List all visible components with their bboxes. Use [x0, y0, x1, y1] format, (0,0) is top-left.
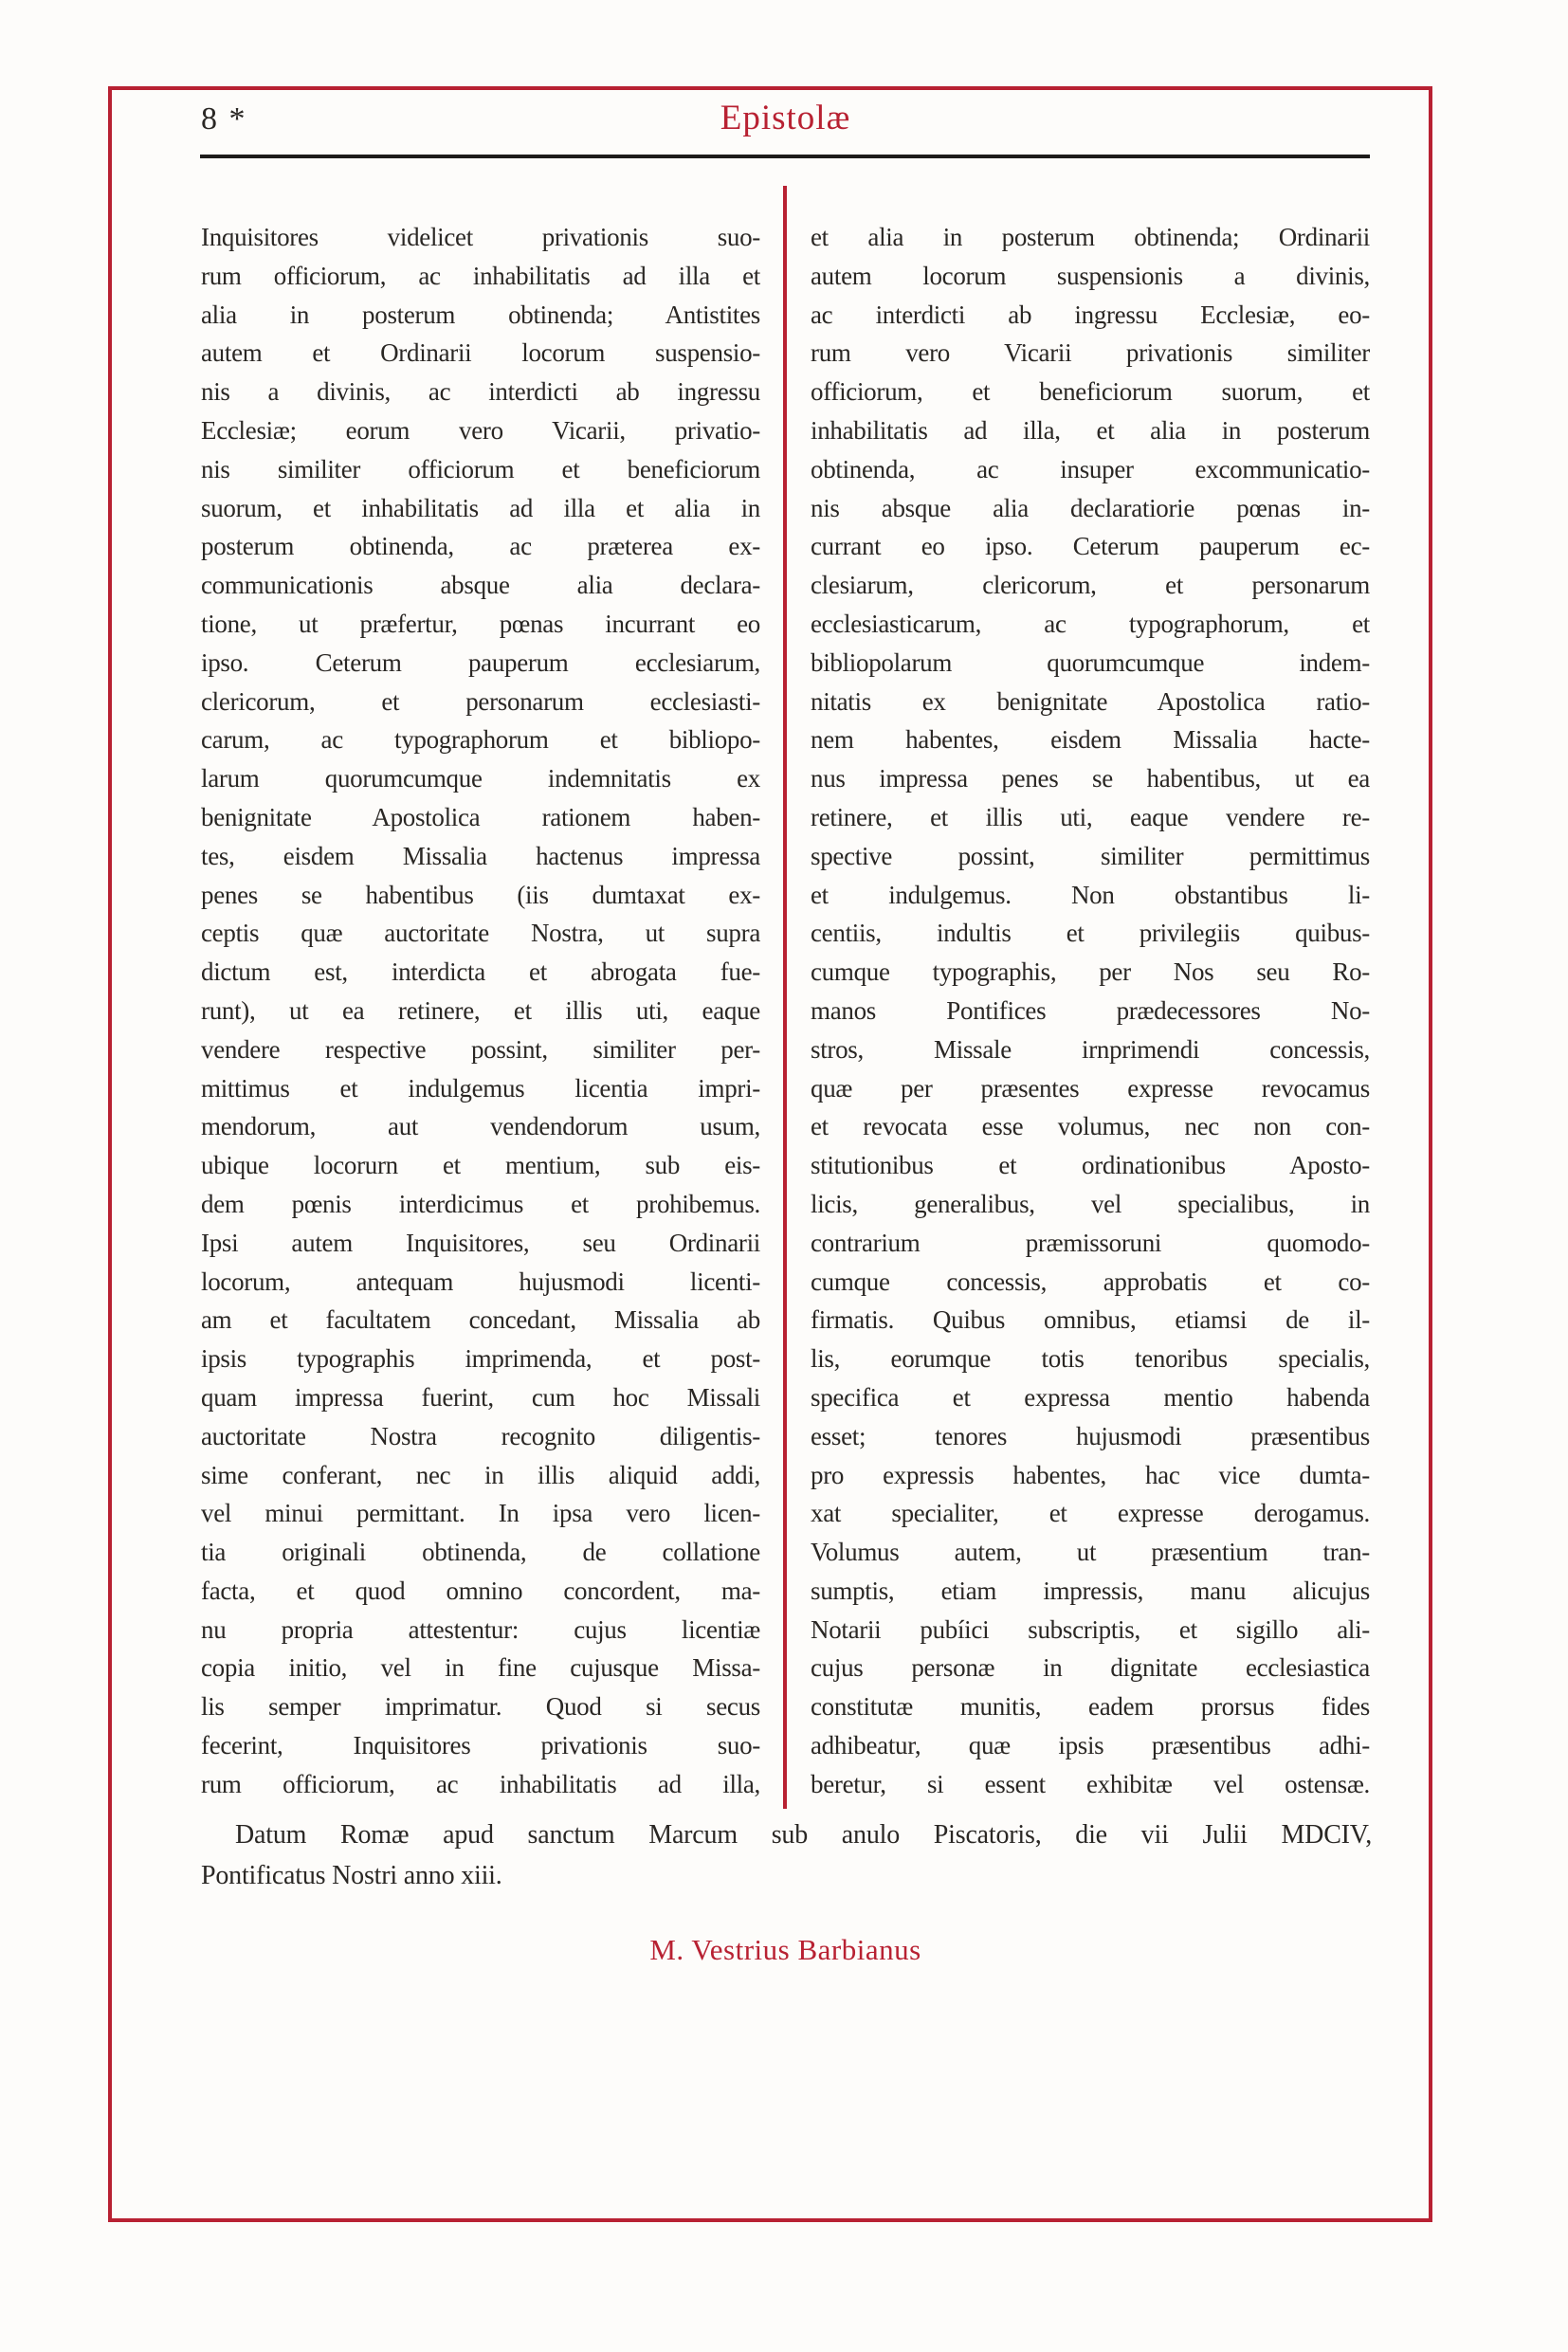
- datum-paragraph: [201, 1814, 1372, 1896]
- text-line: sumptis, etiam impressis, manu alicujus: [811, 1576, 1370, 1605]
- text-line: nu propria attestentur: cujus licentiæ: [201, 1614, 760, 1644]
- text-line: rum officiorum, ac inhabilitatis ad illa,: [201, 1769, 760, 1798]
- text-line: posterum obtinenda, ac præterea ex-: [201, 532, 760, 561]
- text-line: officiorum, et beneficiorum suorum, et: [811, 377, 1370, 407]
- text-line: stros, Missale irnprimendi concessis,: [811, 1034, 1370, 1064]
- left-column: [201, 218, 760, 1804]
- text-line: ipso. Ceterum pauperum ecclesiarum,: [201, 647, 760, 677]
- text-line: ubique locorurn et mentium, sub eis-: [201, 1151, 760, 1180]
- text-line: am et facultatem concedant, Missalia ab: [201, 1305, 760, 1335]
- running-header-title: Epistolæ: [720, 99, 851, 137]
- text-line: dem pœnis interdicimus et prohibemus.: [201, 1189, 760, 1218]
- text-line: Volumus autem, ut præsentium tran-: [811, 1538, 1370, 1567]
- text-line: firmatis. Quibus omnibus, etiamsi de il-: [811, 1305, 1370, 1335]
- text-line: stitutionibus et ordinationibus Aposto-: [811, 1151, 1370, 1180]
- text-line: Ecclesiæ; eorum vero Vicarii, privatio-: [201, 415, 760, 445]
- text-line: spective possint, similiter permittimus: [811, 841, 1370, 870]
- text-line: centiis, indultis et privilegiis quibus-: [811, 919, 1370, 948]
- text-line: carum, ac typographorum et bibliopo-: [201, 725, 760, 755]
- text-line: quam impressa fuerint, cum hoc Missali: [201, 1382, 760, 1412]
- text-line: esset; tenores hujusmodi præsentibus: [811, 1421, 1370, 1450]
- text-line: nis a divinis, ac interdicti ab ingressu: [201, 377, 760, 407]
- text-line: suorum, et inhabilitatis ad illa et alia in: [201, 493, 760, 522]
- text-line: obtinenda, ac insuper excommunicatio-: [811, 454, 1370, 483]
- datum-line: Datum Romæ apud sanctum Marcum sub anulo Piscatoris, die vii Julii MDCIV,: [235, 1820, 1372, 1850]
- right-column: [811, 218, 1370, 1804]
- text-line: contrarium præmissoruni quomodo-: [811, 1228, 1370, 1257]
- text-line: communicationis absque alia declara-: [201, 571, 760, 600]
- text-line: vendere respective possint, similiter per-: [201, 1034, 760, 1064]
- text-line: licis, generalibus, vel specialibus, in: [811, 1189, 1370, 1218]
- text-line: lis, eorumque totis tenoribus specialis,: [811, 1344, 1370, 1374]
- text-line: alia in posterum obtinenda; Antistites: [201, 300, 760, 329]
- text-line: inhabilitatis ad illa, et alia in posterum: [811, 415, 1370, 445]
- page-number: 8 *: [201, 101, 247, 137]
- text-line: lis semper imprimatur. Quod si secus: [201, 1692, 760, 1722]
- text-line: et indulgemus. Non obstantibus li-: [811, 880, 1370, 909]
- header-rule: [200, 155, 1370, 158]
- text-line: currant eo ipso. Ceterum pauperum ec-: [811, 532, 1370, 561]
- text-line: adhibeatur, quæ ipsis præsentibus adhi-: [811, 1731, 1370, 1760]
- text-line: ac interdicti ab ingressu Ecclesiæ, eo-: [811, 300, 1370, 329]
- text-line: vel minui permittant. In ipsa vero licen-: [201, 1499, 760, 1528]
- text-line: ceptis quæ auctoritate Nostra, ut supra: [201, 919, 760, 948]
- text-line: fecerint, Inquisitores privationis suo-: [201, 1731, 760, 1760]
- text-line: copia initio, vel in fine cujusque Missa-: [201, 1653, 760, 1683]
- text-line: nitatis ex benignitate Apostolica ratio-: [811, 686, 1370, 716]
- text-line: runt), ut ea retinere, et illis uti, eaque: [201, 995, 760, 1025]
- text-line: bibliopolarum quorumcumque indem-: [811, 647, 1370, 677]
- text-line: nem habentes, eisdem Missalia hacte-: [811, 725, 1370, 755]
- text-line: autem et Ordinarii locorum suspensio-: [201, 338, 760, 368]
- text-line: ipsis typographis imprimenda, et post-: [201, 1344, 760, 1374]
- text-line: autem locorum suspensionis a divinis,: [811, 261, 1370, 290]
- text-line: tia originali obtinenda, de collatione: [201, 1538, 760, 1567]
- text-line: tes, eisdem Missalia hactenus impressa: [201, 841, 760, 870]
- text-line: retinere, et illis uti, eaque vendere re-: [811, 802, 1370, 831]
- text-line: dictum est, interdicta et abrogata fue-: [201, 957, 760, 987]
- text-line: mittimus et indulgemus licentia impri-: [201, 1073, 760, 1103]
- text-line: tione, ut præfertur, pœnas incurrant eo: [201, 609, 760, 638]
- text-line: benignitate Apostolica rationem haben-: [201, 802, 760, 831]
- text-line: et revocata esse volumus, nec non con-: [811, 1112, 1370, 1141]
- text-line: clesiarum, clericorum, et personarum: [811, 571, 1370, 600]
- text-line: facta, et quod omnino concordent, ma-: [201, 1576, 760, 1605]
- text-line: Inquisitores videlicet privationis suo-: [201, 223, 760, 251]
- text-line: larum quorumcumque indemnitatis ex: [201, 764, 760, 793]
- text-line: Ipsi autem Inquisitores, seu Ordinarii: [201, 1228, 760, 1257]
- text-line: et alia in posterum obtinenda; Ordinarii: [811, 223, 1370, 251]
- text-line: rum officiorum, ac inhabilitatis ad illa et: [201, 261, 760, 290]
- text-line: nus impressa penes se habentibus, ut ea: [811, 764, 1370, 793]
- datum-line: Pontificatus Nostri anno xiii.: [201, 1861, 502, 1890]
- text-line: nis similiter officiorum et beneficiorum: [201, 454, 760, 483]
- text-line: manos Pontifices prædecessores No-: [811, 995, 1370, 1025]
- column-divider-rule: [783, 186, 787, 1809]
- text-line: cujus personæ in dignitate ecclesiastica: [811, 1653, 1370, 1683]
- text-line: ecclesiasticarum, ac typographorum, et: [811, 609, 1370, 638]
- text-line: Notarii pubíici subscriptis, et sigillo ali-: [811, 1614, 1370, 1644]
- text-line: nis absque alia declaratiorie pœnas in-: [811, 493, 1370, 522]
- text-line: clericorum, et personarum ecclesiasti-: [201, 686, 760, 716]
- text-line: xat specialiter, et expresse derogamus.: [811, 1499, 1370, 1528]
- text-line: penes se habentibus (iis dumtaxat ex-: [201, 880, 760, 909]
- text-line: rum vero Vicarii privationis similiter: [811, 338, 1370, 368]
- text-line: beretur, si essent exhibitæ vel ostensæ.: [811, 1769, 1370, 1798]
- text-line: locorum, antequam hujusmodi licenti-: [201, 1267, 760, 1296]
- signature-name: M. Vestrius Barbianus: [649, 1933, 921, 1966]
- text-line: specifica et expressa mentio habenda: [811, 1382, 1370, 1412]
- text-line: cumque concessis, approbatis et co-: [811, 1267, 1370, 1296]
- text-line: mendorum, aut vendendorum usum,: [201, 1112, 760, 1141]
- text-line: quæ per præsentes expresse revocamus: [811, 1073, 1370, 1103]
- text-line: pro expressis habentes, hac vice dumta-: [811, 1460, 1370, 1489]
- text-line: cumque typographis, per Nos seu Ro-: [811, 957, 1370, 987]
- text-line: auctoritate Nostra recognito diligentis-: [201, 1421, 760, 1450]
- text-line: constitutæ munitis, eadem prorsus fides: [811, 1692, 1370, 1722]
- text-line: sime conferant, nec in illis aliquid addi,: [201, 1460, 760, 1489]
